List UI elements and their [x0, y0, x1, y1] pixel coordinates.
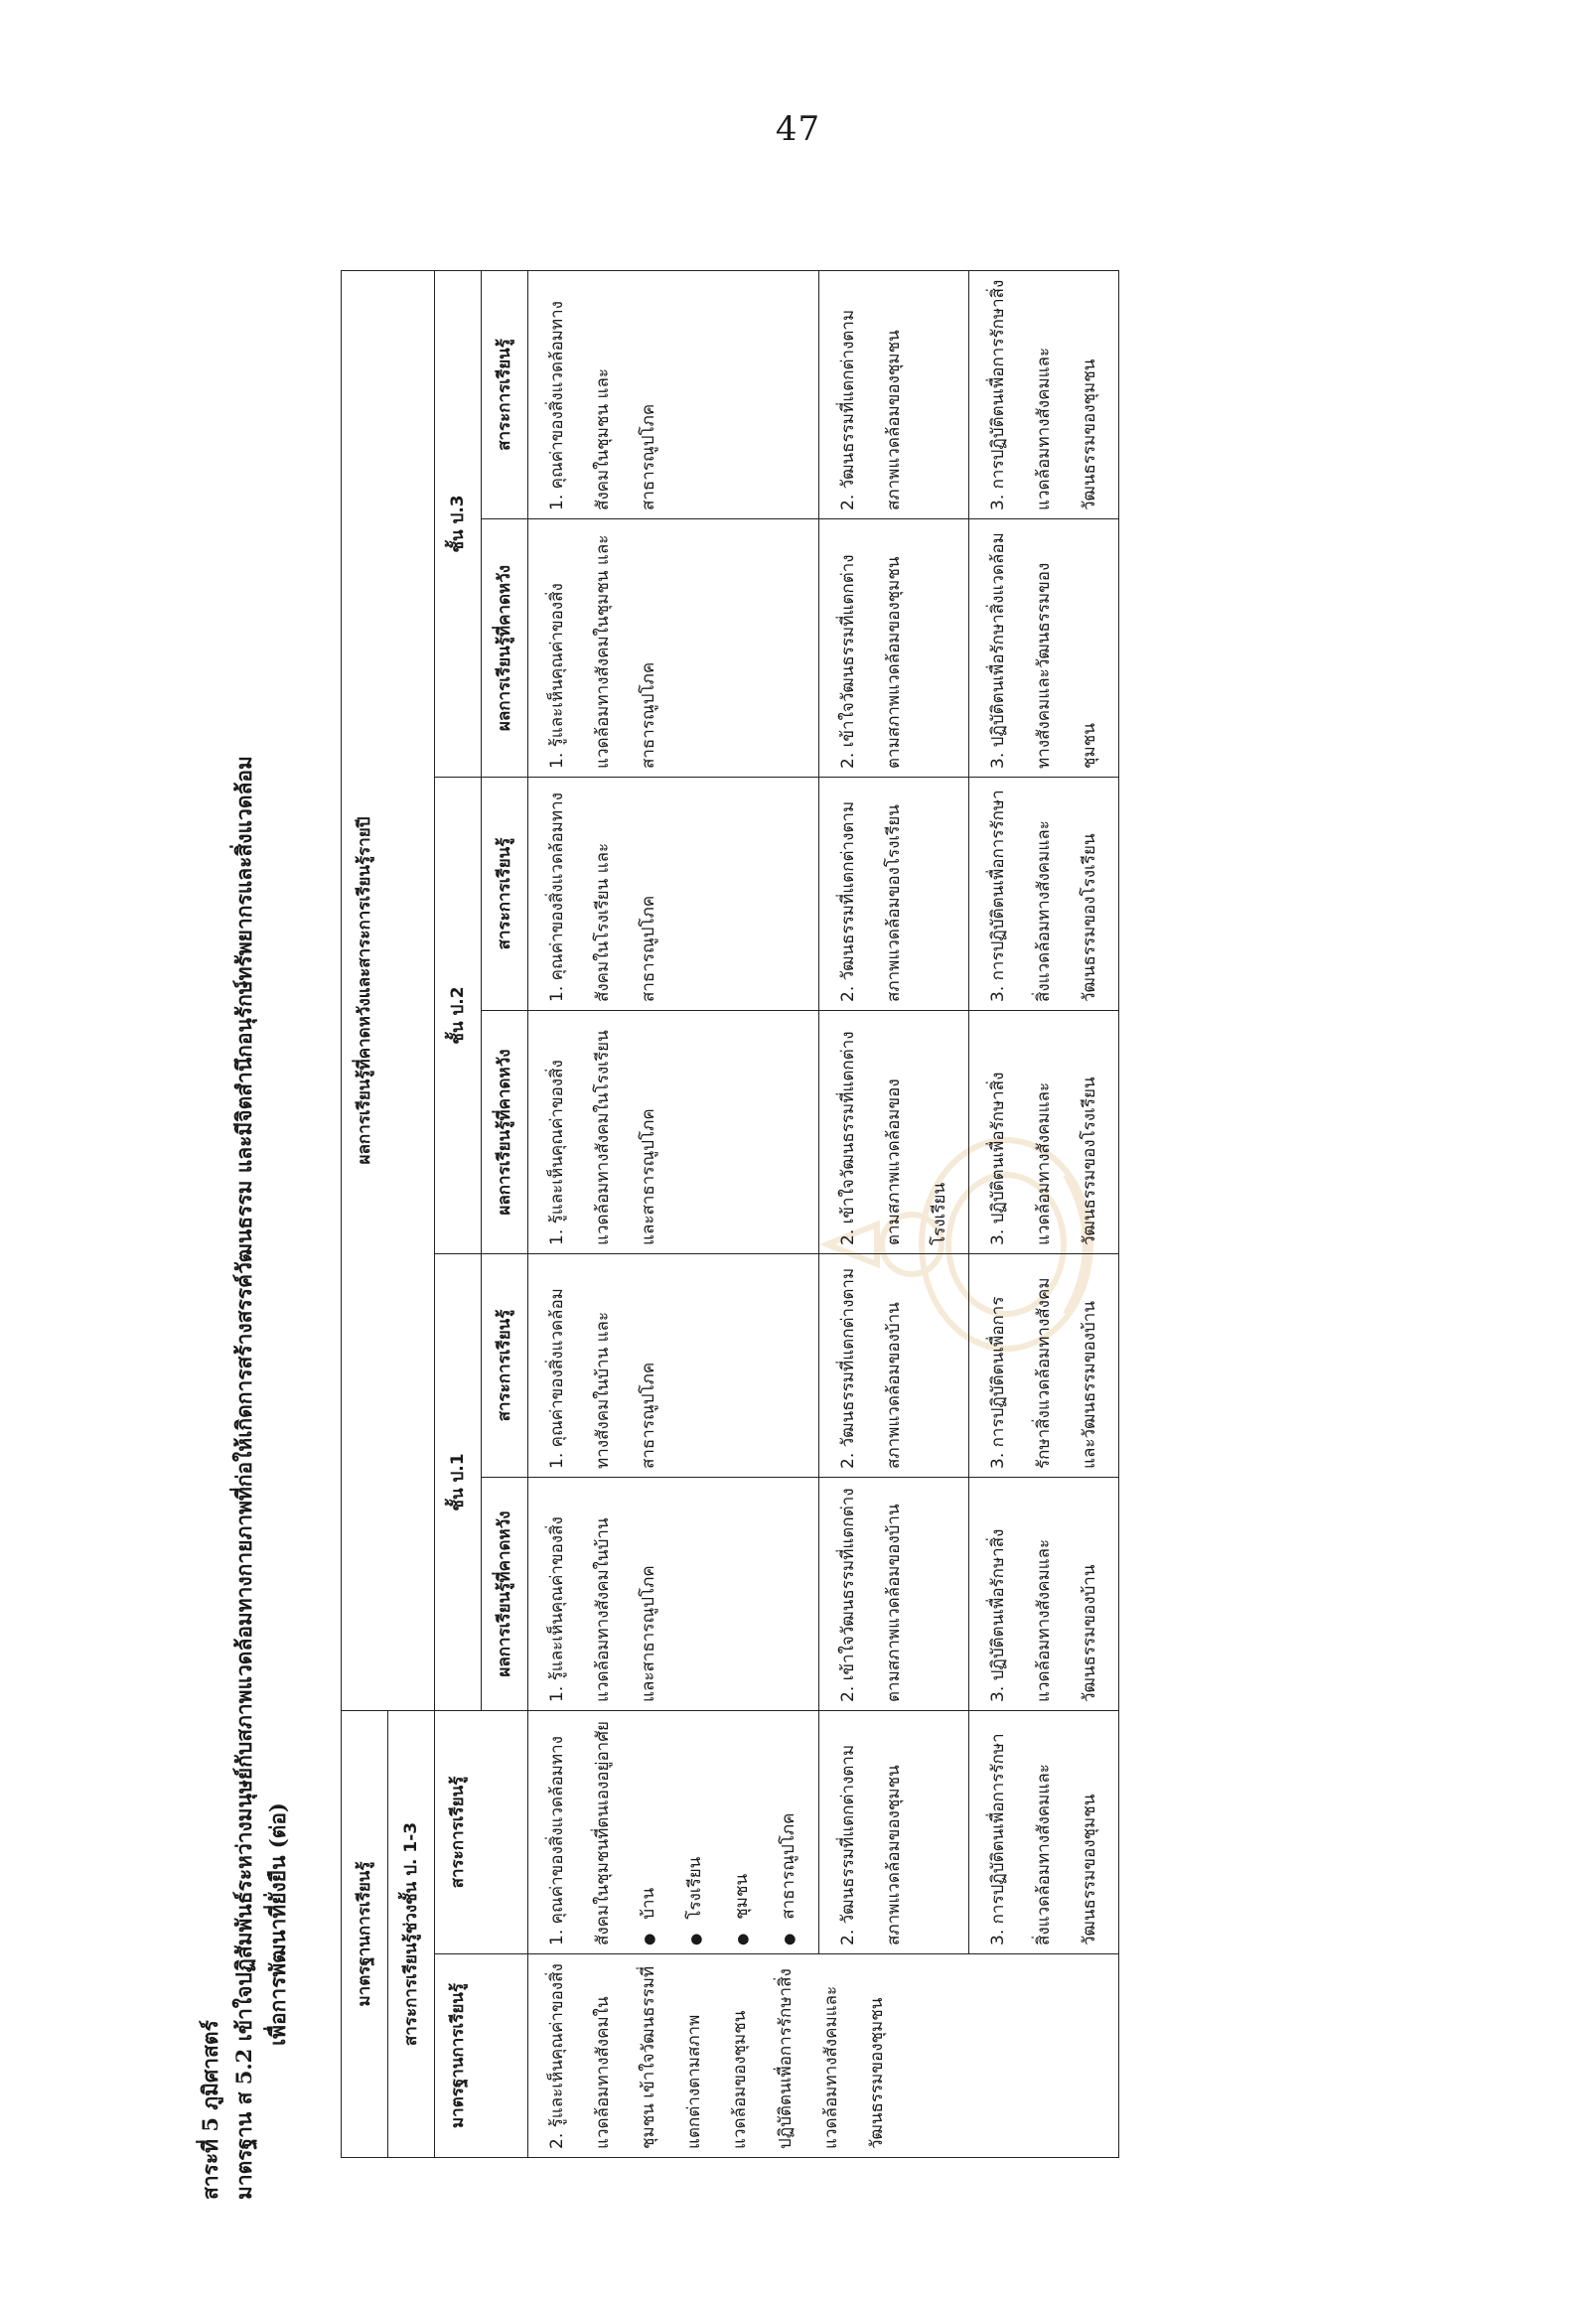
content-range-cell: 2. วัฒนธรรมที่แตกต่างตามสภาพแวดล้อมของชุมชน [819, 1711, 969, 1954]
rotated-page-content [194, 253, 1366, 2200]
p2-outcome-cell: 3. ปฏิบัติตนเพื่อรักษาสิ่งแวดล้อมทางสังคมและวัฒนธรรมของโรงเรียน [969, 1011, 1119, 1254]
standard-title-line-2: เพื่อการพัฒนาที่ยั่งยืน (ต่อ) [265, 1802, 290, 2046]
table-row [819, 270, 969, 2157]
bullet-list [626, 1719, 812, 1945]
p2-content-cell: 3. การปฏิบัติตนเพื่อการรักษาสิ่งแวดล้อมทางสังคมและวัฒนธรรมของโรงเรียน [969, 778, 1119, 1011]
content-range-text: 1. คุณค่าของสิ่งแวดล้อมทางสังคมในชุมชนที่ตนเองอยู่อาศัย [547, 1721, 613, 1945]
header-standard-group: มาตรฐานการเรียนรู้ [342, 1711, 388, 2158]
header-grade-p2: ชั้น ป.2 [435, 778, 482, 1254]
p2-outcome-cell: 2. เข้าใจวัฒนธรรมที่แตกต่างตามสภาพแวดล้อมของโรงเรียน [819, 1011, 969, 1254]
p1-outcome-cell: 1. รู้และเห็นคุณค่าของสิ่งแวดล้อมทางสังคมในบ้าน และสาธารณูปโภค [528, 1478, 819, 1711]
p1-content-cell: 1. คุณค่าของสิ่งแวดล้อมทางสังคมในบ้าน และสาธารณูปโภค [528, 1254, 819, 1478]
p2-outcome-cell: 1. รู้และเห็นคุณค่าของสิ่งแวดล้อมทางสังคมในโรงเรียน และสาธารณูปโภค [528, 1011, 819, 1254]
header-row-3 [435, 270, 482, 2157]
p3-content-cell: 1. คุณค่าของสิ่งแวดล้อมทางสังคมในชุมชน และสาธารณูปโภค [528, 270, 819, 518]
header-col-standard: มาตรฐานการเรียนรู้ [435, 1954, 528, 2158]
p3-outcome-cell: 2. เข้าใจวัฒนธรรมที่แตกต่างตามสภาพแวดล้อมของชุมชน [819, 519, 969, 778]
p2-content-cell: 2. วัฒนธรรมที่แตกต่างตามสภาพแวดล้อมของโรงเรียน [819, 778, 969, 1011]
strand-title: สาระที่ 5 ภูมิศาสตร์ [198, 2020, 222, 2200]
table-row [969, 270, 1119, 2157]
list-item: ● บ้าน [626, 1719, 672, 1945]
page-number: 47 [775, 109, 821, 149]
p3-outcome-cell: 3. ปฏิบัติตนเพื่อรักษาสิ่งแวดล้อมทางสังคมและวัฒนธรรมของชุมชน [969, 519, 1119, 778]
header-grade-p1: ชั้น ป.1 [435, 1254, 482, 1711]
p1-content-cell: 3. การปฏิบัติตนเพื่อการรักษาสิ่งแวดล้อมทางสังคมและวัฒนธรรมของบ้าน [969, 1254, 1119, 1478]
header-p2-outcome: ผลการเรียนรู้ที่คาดหวัง [482, 1011, 528, 1254]
header-col-content: สาระการเรียนรู้ [435, 1711, 528, 1954]
header-p2-content: สาระการเรียนรู้ [482, 778, 528, 1011]
p3-content-cell: 3. การปฏิบัติตนเพื่อการรักษาสิ่งแวดล้อมทางสังคมและวัฒนธรรมของชุมชน [969, 270, 1119, 518]
header-grade-range: สาระการเรียนรู้ช่วงชั้น ป. 1-3 [388, 1711, 435, 2158]
header-p1-outcome: ผลการเรียนรู้ที่คาดหวัง [482, 1478, 528, 1711]
content-range-cell [528, 1711, 819, 1954]
list-item: ● ชุมชน [719, 1719, 766, 1945]
p3-content-cell: 2. วัฒนธรรมที่แตกต่างตามสภาพแวดล้อมของชุมชน [819, 270, 969, 518]
list-item: ● สาธารณูปโภค [766, 1719, 812, 1945]
standard-cell: 2. รู้และเห็นคุณค่าของสิ่งแวดล้อมทางสังคมในชุมชน เข้าใจวัฒนธรรมที่แตกต่างตามสภาพแวดล้อมของชุมชน ปฏิบัติตนเพื่อการรักษาสิ่งแวดล้อมทางสังคมและวัฒนธรรมของชุมชน [528, 1954, 1119, 2158]
p3-outcome-cell: 1. รู้และเห็นคุณค่าของสิ่งแวดล้อมทางสังคมในชุมชน และสาธารณูปโภค [528, 519, 819, 778]
header-p1-content: สาระการเรียนรู้ [482, 1254, 528, 1478]
p1-outcome-cell: 3. ปฏิบัติตนเพื่อรักษาสิ่งแวดล้อมทางสังคมและวัฒนธรรมของบ้าน [969, 1478, 1119, 1711]
p1-outcome-cell: 2. เข้าใจวัฒนธรรมที่แตกต่างตามสภาพแวดล้อมของบ้าน [819, 1478, 969, 1711]
standard-title-line-1: มาตรฐาน ส 5.2 เข้าใจปฏิสัมพันธ์ระหว่างมนุษย์กับสภาพแวดล้อมทางกายภาพที่ก่อให้เกิดการสร้างสรรค์วัฒนธรรม และมีจิตสำนึกอนุรักษ์ทรัพยากรและสิ่งแวดล้อม [231, 756, 256, 2200]
curriculum-table [341, 270, 1119, 2158]
table-row [528, 270, 819, 2157]
heading [194, 253, 295, 2200]
content-range-cell: 3. การปฏิบัติตนเพื่อการรักษาสิ่งแวดล้อมทางสังคมและวัฒนธรรมของชุมชน [969, 1711, 1119, 1954]
header-p3-content: สาระการเรียนรู้ [482, 270, 528, 518]
p1-content-cell: 2. วัฒนธรรมที่แตกต่างตามสภาพแวดล้อมของบ้าน [819, 1254, 969, 1478]
header-row-1 [342, 270, 388, 2157]
p2-content-cell: 1. คุณค่าของสิ่งแวดล้อมทางสังคมในโรงเรียน และสาธารณูปโภค [528, 778, 819, 1011]
header-outcomes-group: ผลการเรียนรู้ที่คาดหวังและสาระการเรียนรู้รายปี [342, 270, 435, 1710]
header-p3-outcome: ผลการเรียนรู้ที่คาดหวัง [482, 519, 528, 778]
list-item: ● โรงเรียน [672, 1719, 719, 1945]
header-grade-p3: ชั้น ป.3 [435, 270, 482, 777]
